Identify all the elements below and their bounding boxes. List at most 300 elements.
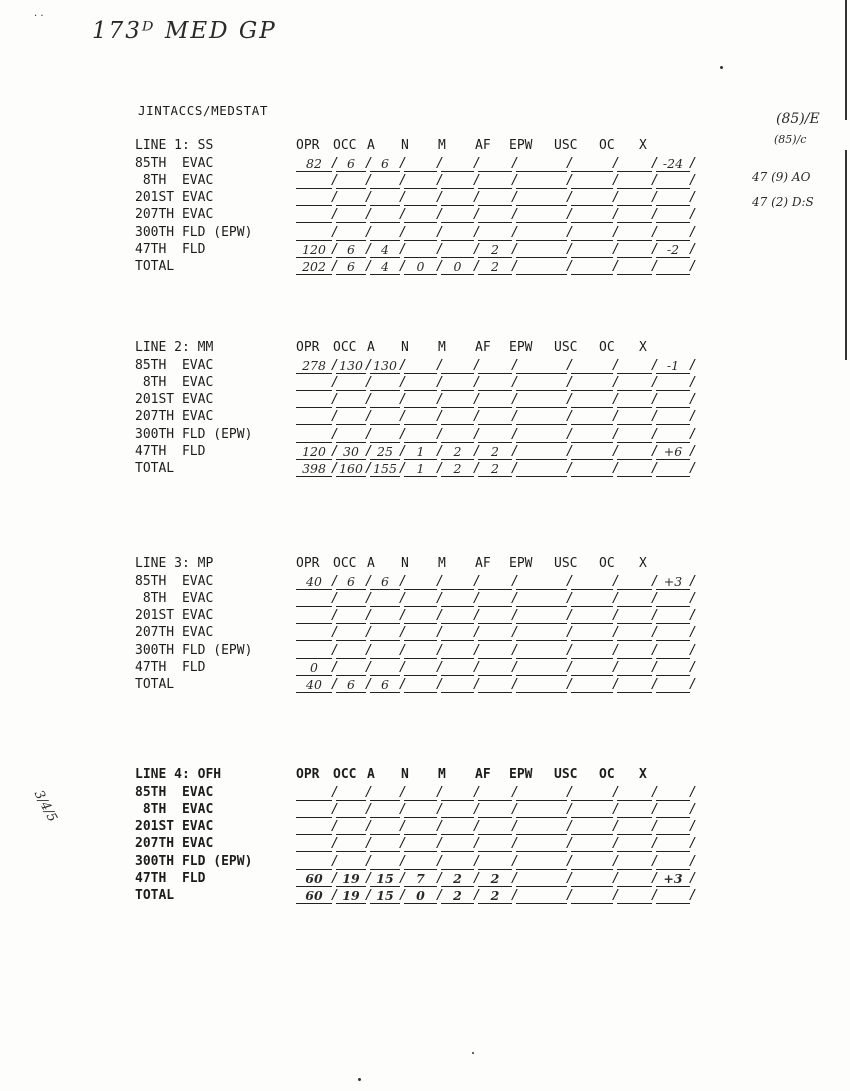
field-occ[interactable] bbox=[336, 410, 366, 425]
field-oc[interactable] bbox=[617, 609, 652, 624]
field-occ[interactable] bbox=[336, 376, 366, 391]
field-usc[interactable] bbox=[571, 626, 613, 641]
field-oc[interactable] bbox=[617, 661, 652, 676]
field-n[interactable] bbox=[404, 157, 437, 172]
field-opr[interactable] bbox=[296, 889, 332, 904]
field-n[interactable] bbox=[404, 445, 437, 460]
field-epw[interactable] bbox=[516, 191, 567, 206]
field-m[interactable] bbox=[441, 359, 474, 374]
field-n[interactable] bbox=[404, 575, 437, 590]
field-x[interactable] bbox=[656, 191, 690, 206]
field-af[interactable] bbox=[478, 393, 512, 408]
field-oc[interactable] bbox=[617, 226, 652, 241]
field-x[interactable] bbox=[656, 393, 690, 408]
field-occ[interactable] bbox=[336, 644, 366, 659]
field-n[interactable] bbox=[404, 644, 437, 659]
field-usc[interactable] bbox=[571, 428, 613, 443]
field-usc[interactable] bbox=[571, 376, 613, 391]
field-epw[interactable] bbox=[516, 174, 567, 189]
field-af[interactable] bbox=[478, 428, 512, 443]
field-separator: / bbox=[566, 854, 574, 869]
field-x[interactable] bbox=[656, 243, 690, 258]
field-occ[interactable] bbox=[336, 786, 366, 801]
field-opr[interactable] bbox=[296, 678, 332, 693]
field-m[interactable] bbox=[441, 592, 474, 607]
field-a[interactable] bbox=[370, 661, 400, 676]
field-a[interactable] bbox=[370, 855, 400, 870]
field-a[interactable] bbox=[370, 575, 400, 590]
field-x[interactable] bbox=[656, 820, 690, 835]
field-a[interactable] bbox=[370, 837, 400, 852]
field-n[interactable] bbox=[404, 592, 437, 607]
field-usc[interactable] bbox=[571, 462, 613, 477]
field-n[interactable] bbox=[404, 226, 437, 241]
field-occ[interactable] bbox=[336, 592, 366, 607]
field-occ[interactable] bbox=[336, 820, 366, 835]
field-af[interactable] bbox=[478, 889, 512, 904]
field-occ[interactable] bbox=[336, 803, 366, 818]
field-oc[interactable] bbox=[617, 872, 652, 887]
field-opr[interactable] bbox=[296, 837, 332, 852]
field-usc[interactable] bbox=[571, 820, 613, 835]
field-epw[interactable] bbox=[516, 609, 567, 624]
field-usc[interactable] bbox=[571, 208, 613, 223]
field-a[interactable] bbox=[370, 609, 400, 624]
field-af[interactable] bbox=[478, 803, 512, 818]
field-n[interactable] bbox=[404, 393, 437, 408]
field-opr[interactable] bbox=[296, 157, 332, 172]
field-usc[interactable] bbox=[571, 226, 613, 241]
field-occ[interactable] bbox=[336, 393, 366, 408]
field-occ[interactable] bbox=[336, 208, 366, 223]
field-oc[interactable] bbox=[617, 803, 652, 818]
field-opr[interactable] bbox=[296, 786, 332, 801]
field-n[interactable] bbox=[404, 626, 437, 641]
field-opr[interactable] bbox=[296, 445, 332, 460]
field-m[interactable] bbox=[441, 678, 474, 693]
field-occ[interactable] bbox=[336, 661, 366, 676]
field-separator: / bbox=[612, 242, 620, 257]
field-af[interactable] bbox=[478, 226, 512, 241]
field-occ[interactable] bbox=[336, 609, 366, 624]
field-usc[interactable] bbox=[571, 359, 613, 374]
field-m[interactable] bbox=[441, 376, 474, 391]
field-oc[interactable] bbox=[617, 889, 652, 904]
field-x[interactable] bbox=[656, 428, 690, 443]
field-separator: / bbox=[651, 207, 659, 222]
field-x[interactable] bbox=[656, 644, 690, 659]
field-occ[interactable] bbox=[336, 626, 366, 641]
field-usc[interactable] bbox=[571, 393, 613, 408]
field-epw[interactable] bbox=[516, 445, 567, 460]
field-m[interactable] bbox=[441, 445, 474, 460]
field-opr[interactable] bbox=[296, 410, 332, 425]
field-a[interactable] bbox=[370, 191, 400, 206]
field-af[interactable] bbox=[478, 644, 512, 659]
field-usc[interactable] bbox=[571, 260, 613, 275]
field-occ[interactable] bbox=[336, 191, 366, 206]
field-occ[interactable] bbox=[336, 889, 366, 904]
field-m[interactable] bbox=[441, 393, 474, 408]
field-usc[interactable] bbox=[571, 644, 613, 659]
field-epw[interactable] bbox=[516, 226, 567, 241]
field-af[interactable] bbox=[478, 575, 512, 590]
field-occ[interactable] bbox=[336, 226, 366, 241]
field-occ[interactable] bbox=[336, 855, 366, 870]
field-x[interactable] bbox=[656, 855, 690, 870]
field-separator: / bbox=[473, 242, 481, 257]
field-oc[interactable] bbox=[617, 191, 652, 206]
field-epw[interactable] bbox=[516, 575, 567, 590]
field-a[interactable] bbox=[370, 428, 400, 443]
field-occ[interactable] bbox=[336, 462, 366, 477]
field-epw[interactable] bbox=[516, 872, 567, 887]
field-epw[interactable] bbox=[516, 661, 567, 676]
field-af[interactable] bbox=[478, 626, 512, 641]
field-usc[interactable] bbox=[571, 855, 613, 870]
field-m[interactable] bbox=[441, 872, 474, 887]
field-epw[interactable] bbox=[516, 837, 567, 852]
field-oc[interactable] bbox=[617, 157, 652, 172]
field-m[interactable] bbox=[441, 428, 474, 443]
field-oc[interactable] bbox=[617, 678, 652, 693]
field-a[interactable] bbox=[370, 445, 400, 460]
field-epw[interactable] bbox=[516, 678, 567, 693]
field-opr[interactable] bbox=[296, 626, 332, 641]
field-a[interactable] bbox=[370, 208, 400, 223]
field-a[interactable] bbox=[370, 786, 400, 801]
field-m[interactable] bbox=[441, 174, 474, 189]
field-m[interactable] bbox=[441, 243, 474, 258]
field-x[interactable] bbox=[656, 592, 690, 607]
field-x[interactable] bbox=[656, 889, 690, 904]
field-usc[interactable] bbox=[571, 575, 613, 590]
field-usc[interactable] bbox=[571, 786, 613, 801]
field-epw[interactable] bbox=[516, 644, 567, 659]
field-m[interactable] bbox=[441, 837, 474, 852]
field-oc[interactable] bbox=[617, 462, 652, 477]
field-af[interactable] bbox=[478, 661, 512, 676]
field-occ[interactable] bbox=[336, 837, 366, 852]
field-x[interactable] bbox=[656, 678, 690, 693]
field-opr[interactable] bbox=[296, 820, 332, 835]
field-occ[interactable] bbox=[336, 428, 366, 443]
field-m[interactable] bbox=[441, 462, 474, 477]
field-x[interactable] bbox=[656, 359, 690, 374]
field-epw[interactable] bbox=[516, 592, 567, 607]
field-af[interactable] bbox=[478, 445, 512, 460]
field-oc[interactable] bbox=[617, 428, 652, 443]
field-epw[interactable] bbox=[516, 243, 567, 258]
field-separator: / bbox=[399, 785, 407, 800]
field-af[interactable] bbox=[478, 820, 512, 835]
field-m[interactable] bbox=[441, 208, 474, 223]
field-x[interactable] bbox=[656, 575, 690, 590]
field-usc[interactable] bbox=[571, 157, 613, 172]
field-value: 130 bbox=[373, 358, 397, 373]
field-opr[interactable] bbox=[296, 376, 332, 391]
field-n[interactable] bbox=[404, 820, 437, 835]
field-epw[interactable] bbox=[516, 820, 567, 835]
field-epw[interactable] bbox=[516, 359, 567, 374]
field-x[interactable] bbox=[656, 872, 690, 887]
field-x[interactable] bbox=[656, 445, 690, 460]
field-a[interactable] bbox=[370, 462, 400, 477]
column-header-epw: EPW bbox=[509, 556, 533, 571]
field-m[interactable] bbox=[441, 575, 474, 590]
field-epw[interactable] bbox=[516, 786, 567, 801]
field-occ[interactable] bbox=[336, 157, 366, 172]
field-oc[interactable] bbox=[617, 445, 652, 460]
field-af[interactable] bbox=[478, 174, 512, 189]
field-separator: / bbox=[511, 660, 519, 675]
field-n[interactable] bbox=[404, 191, 437, 206]
field-occ[interactable] bbox=[336, 359, 366, 374]
field-n[interactable] bbox=[404, 359, 437, 374]
field-separator: / bbox=[365, 871, 373, 886]
field-oc[interactable] bbox=[617, 644, 652, 659]
field-n[interactable] bbox=[404, 376, 437, 391]
field-m[interactable] bbox=[441, 260, 474, 275]
field-usc[interactable] bbox=[571, 174, 613, 189]
field-oc[interactable] bbox=[617, 174, 652, 189]
field-a[interactable] bbox=[370, 410, 400, 425]
field-epw[interactable] bbox=[516, 157, 567, 172]
field-af[interactable] bbox=[478, 157, 512, 172]
field-oc[interactable] bbox=[617, 855, 652, 870]
field-x[interactable] bbox=[656, 376, 690, 391]
field-m[interactable] bbox=[441, 609, 474, 624]
field-opr[interactable] bbox=[296, 191, 332, 206]
field-a[interactable] bbox=[370, 243, 400, 258]
field-opr[interactable] bbox=[296, 359, 332, 374]
field-n[interactable] bbox=[404, 428, 437, 443]
field-af[interactable] bbox=[478, 359, 512, 374]
field-separator: / bbox=[473, 660, 481, 675]
field-oc[interactable] bbox=[617, 243, 652, 258]
field-usc[interactable] bbox=[571, 661, 613, 676]
field-oc[interactable] bbox=[617, 410, 652, 425]
field-opr[interactable] bbox=[296, 226, 332, 241]
field-epw[interactable] bbox=[516, 626, 567, 641]
field-a[interactable] bbox=[370, 626, 400, 641]
field-occ[interactable] bbox=[336, 678, 366, 693]
field-epw[interactable] bbox=[516, 393, 567, 408]
field-usc[interactable] bbox=[571, 243, 613, 258]
field-oc[interactable] bbox=[617, 592, 652, 607]
field-occ[interactable] bbox=[336, 575, 366, 590]
field-af[interactable] bbox=[478, 786, 512, 801]
field-x[interactable] bbox=[656, 626, 690, 641]
field-n[interactable] bbox=[404, 872, 437, 887]
field-a[interactable] bbox=[370, 889, 400, 904]
field-opr[interactable] bbox=[296, 428, 332, 443]
field-af[interactable] bbox=[478, 592, 512, 607]
field-m[interactable] bbox=[441, 786, 474, 801]
field-usc[interactable] bbox=[571, 410, 613, 425]
field-n[interactable] bbox=[404, 462, 437, 477]
field-n[interactable] bbox=[404, 410, 437, 425]
field-occ[interactable] bbox=[336, 260, 366, 275]
field-opr[interactable] bbox=[296, 393, 332, 408]
field-epw[interactable] bbox=[516, 803, 567, 818]
field-opr[interactable] bbox=[296, 174, 332, 189]
field-separator: / bbox=[511, 854, 519, 869]
field-separator: / bbox=[651, 242, 659, 257]
field-a[interactable] bbox=[370, 803, 400, 818]
field-m[interactable] bbox=[441, 226, 474, 241]
field-n[interactable] bbox=[404, 786, 437, 801]
field-af[interactable] bbox=[478, 410, 512, 425]
field-n[interactable] bbox=[404, 661, 437, 676]
field-n[interactable] bbox=[404, 678, 437, 693]
field-occ[interactable] bbox=[336, 243, 366, 258]
field-a[interactable] bbox=[370, 820, 400, 835]
field-m[interactable] bbox=[441, 661, 474, 676]
field-usc[interactable] bbox=[571, 678, 613, 693]
field-af[interactable] bbox=[478, 191, 512, 206]
field-usc[interactable] bbox=[571, 837, 613, 852]
field-opr[interactable] bbox=[296, 609, 332, 624]
field-m[interactable] bbox=[441, 410, 474, 425]
field-usc[interactable] bbox=[571, 445, 613, 460]
field-oc[interactable] bbox=[617, 820, 652, 835]
field-usc[interactable] bbox=[571, 592, 613, 607]
field-oc[interactable] bbox=[617, 786, 652, 801]
field-a[interactable] bbox=[370, 393, 400, 408]
field-m[interactable] bbox=[441, 644, 474, 659]
field-n[interactable] bbox=[404, 260, 437, 275]
field-epw[interactable] bbox=[516, 208, 567, 223]
field-m[interactable] bbox=[441, 191, 474, 206]
field-x[interactable] bbox=[656, 260, 690, 275]
field-x[interactable] bbox=[656, 661, 690, 676]
field-m[interactable] bbox=[441, 820, 474, 835]
field-oc[interactable] bbox=[617, 575, 652, 590]
field-af[interactable] bbox=[478, 855, 512, 870]
field-oc[interactable] bbox=[617, 837, 652, 852]
field-af[interactable] bbox=[478, 678, 512, 693]
field-n[interactable] bbox=[404, 889, 437, 904]
field-opr[interactable] bbox=[296, 661, 332, 676]
field-usc[interactable] bbox=[571, 872, 613, 887]
field-usc[interactable] bbox=[571, 803, 613, 818]
field-a[interactable] bbox=[370, 359, 400, 374]
field-usc[interactable] bbox=[571, 609, 613, 624]
field-epw[interactable] bbox=[516, 376, 567, 391]
field-x[interactable] bbox=[656, 837, 690, 852]
field-separator: / bbox=[511, 591, 519, 606]
field-m[interactable] bbox=[441, 803, 474, 818]
field-oc[interactable] bbox=[617, 359, 652, 374]
field-a[interactable] bbox=[370, 644, 400, 659]
field-separator: / bbox=[473, 392, 481, 407]
field-separator: / bbox=[612, 358, 620, 373]
field-opr[interactable] bbox=[296, 644, 332, 659]
field-opr[interactable] bbox=[296, 208, 332, 223]
field-opr[interactable] bbox=[296, 243, 332, 258]
field-x[interactable] bbox=[656, 174, 690, 189]
field-a[interactable] bbox=[370, 678, 400, 693]
field-x[interactable] bbox=[656, 410, 690, 425]
field-opr[interactable] bbox=[296, 803, 332, 818]
field-af[interactable] bbox=[478, 837, 512, 852]
field-a[interactable] bbox=[370, 260, 400, 275]
field-m[interactable] bbox=[441, 889, 474, 904]
field-occ[interactable] bbox=[336, 174, 366, 189]
field-epw[interactable] bbox=[516, 428, 567, 443]
field-a[interactable] bbox=[370, 592, 400, 607]
field-n[interactable] bbox=[404, 837, 437, 852]
field-af[interactable] bbox=[478, 872, 512, 887]
field-opr[interactable] bbox=[296, 462, 332, 477]
field-af[interactable] bbox=[478, 376, 512, 391]
field-opr[interactable] bbox=[296, 260, 332, 275]
field-n[interactable] bbox=[404, 243, 437, 258]
field-x[interactable] bbox=[656, 609, 690, 624]
field-opr[interactable] bbox=[296, 855, 332, 870]
field-oc[interactable] bbox=[617, 393, 652, 408]
field-n[interactable] bbox=[404, 174, 437, 189]
field-af[interactable] bbox=[478, 462, 512, 477]
field-a[interactable] bbox=[370, 157, 400, 172]
field-x[interactable] bbox=[656, 208, 690, 223]
field-m[interactable] bbox=[441, 626, 474, 641]
field-x[interactable] bbox=[656, 786, 690, 801]
field-opr[interactable] bbox=[296, 872, 332, 887]
field-x[interactable] bbox=[656, 226, 690, 241]
field-usc[interactable] bbox=[571, 191, 613, 206]
field-n[interactable] bbox=[404, 855, 437, 870]
field-oc[interactable] bbox=[617, 260, 652, 275]
field-af[interactable] bbox=[478, 260, 512, 275]
field-n[interactable] bbox=[404, 803, 437, 818]
field-opr[interactable] bbox=[296, 592, 332, 607]
field-a[interactable] bbox=[370, 376, 400, 391]
column-header-opr: OPR bbox=[296, 138, 320, 153]
field-n[interactable] bbox=[404, 609, 437, 624]
field-af[interactable] bbox=[478, 208, 512, 223]
field-occ[interactable] bbox=[336, 445, 366, 460]
field-epw[interactable] bbox=[516, 260, 567, 275]
field-epw[interactable] bbox=[516, 855, 567, 870]
field-a[interactable] bbox=[370, 174, 400, 189]
field-m[interactable] bbox=[441, 157, 474, 172]
field-separator: / bbox=[511, 190, 519, 205]
field-af[interactable] bbox=[478, 609, 512, 624]
field-n[interactable] bbox=[404, 208, 437, 223]
field-x[interactable] bbox=[656, 803, 690, 818]
field-usc[interactable] bbox=[571, 889, 613, 904]
field-occ[interactable] bbox=[336, 872, 366, 887]
field-x[interactable] bbox=[656, 157, 690, 172]
field-separator: / bbox=[511, 625, 519, 640]
field-epw[interactable] bbox=[516, 889, 567, 904]
field-m[interactable] bbox=[441, 855, 474, 870]
field-oc[interactable] bbox=[617, 208, 652, 223]
field-a[interactable] bbox=[370, 872, 400, 887]
field-oc[interactable] bbox=[617, 626, 652, 641]
field-opr[interactable] bbox=[296, 575, 332, 590]
field-value: 15 bbox=[376, 888, 394, 903]
field-separator: / bbox=[689, 427, 697, 442]
field-x[interactable] bbox=[656, 462, 690, 477]
field-epw[interactable] bbox=[516, 462, 567, 477]
field-oc[interactable] bbox=[617, 376, 652, 391]
field-epw[interactable] bbox=[516, 410, 567, 425]
field-af[interactable] bbox=[478, 243, 512, 258]
field-a[interactable] bbox=[370, 226, 400, 241]
